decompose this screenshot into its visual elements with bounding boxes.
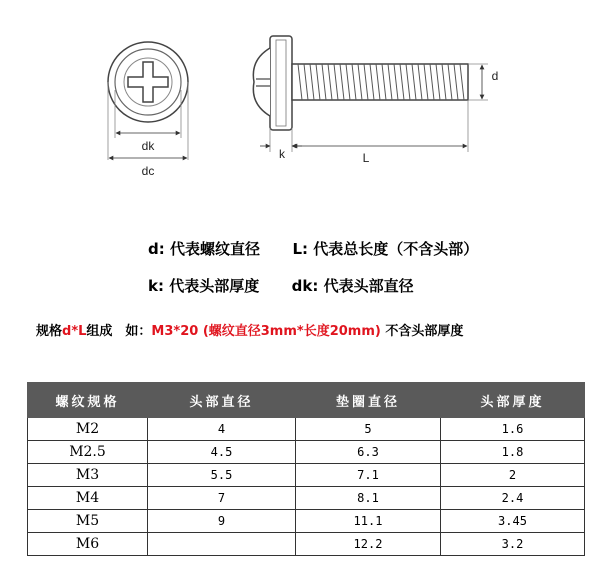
dc-label: dc <box>141 164 155 178</box>
header-head-thickness: 头部厚度 <box>441 383 585 418</box>
L-label: L <box>362 151 370 165</box>
cell-head-thickness: 3.45 <box>441 510 585 533</box>
table-row <box>28 464 585 487</box>
cell-head-thickness: 2 <box>441 464 585 487</box>
legend-L: L: 代表总长度（不含头部） <box>292 240 479 258</box>
screw-diagram <box>0 0 600 200</box>
cell-head-thickness: 1.6 <box>441 418 585 441</box>
dk-label: dk <box>141 139 155 153</box>
spec-note-suffix: 不含头部厚度 <box>380 324 464 339</box>
table-row <box>28 487 585 510</box>
cell-head-diameter <box>148 533 296 556</box>
cell-spec: M4 <box>28 487 148 510</box>
cell-head-diameter: 5.5 <box>148 464 296 487</box>
cell-washer-diameter: 7.1 <box>296 464 441 487</box>
legend-d: d: 代表螺纹直径 <box>148 240 260 258</box>
legend-line-2 <box>148 275 414 296</box>
cell-spec: M6 <box>28 533 148 556</box>
cell-washer-diameter: 8.1 <box>296 487 441 510</box>
legend-line-1 <box>148 238 478 259</box>
k-label: k <box>279 147 285 161</box>
spec-note-middle: 组成 如： <box>86 324 152 339</box>
table-row <box>28 441 585 464</box>
spec-note-formula: d*L <box>62 324 87 339</box>
cell-washer-diameter: 5 <box>296 418 441 441</box>
d-label: d <box>491 69 499 83</box>
table-row <box>28 418 585 441</box>
head-top-view <box>108 42 188 178</box>
cell-spec: M3 <box>28 464 148 487</box>
table-row <box>28 533 585 556</box>
spec-note-example: M3*20 (螺纹直径3mm*长度20mm) <box>151 324 381 339</box>
header-thread-spec: 螺纹规格 <box>28 383 148 418</box>
cell-washer-diameter: 12.2 <box>296 533 441 556</box>
spec-note <box>36 320 463 339</box>
cell-head-thickness: 3.2 <box>441 533 585 556</box>
spec-table <box>27 382 585 556</box>
spec-note-prefix: 规格 <box>36 324 63 339</box>
cell-head-diameter: 9 <box>148 510 296 533</box>
header-head-diameter: 头部直径 <box>148 383 296 418</box>
cell-head-diameter: 4.5 <box>148 441 296 464</box>
cell-spec: M5 <box>28 510 148 533</box>
screw-side-view <box>253 36 498 165</box>
cell-spec: M2 <box>28 418 148 441</box>
header-washer-diameter: 垫圈直径 <box>296 383 441 418</box>
cell-washer-diameter: 11.1 <box>296 510 441 533</box>
cell-head-thickness: 1.8 <box>441 441 585 464</box>
table-header-row <box>28 383 585 418</box>
cell-head-thickness: 2.4 <box>441 487 585 510</box>
table-row <box>28 510 585 533</box>
cell-head-diameter: 4 <box>148 418 296 441</box>
legend-dk: dk: 代表头部直径 <box>291 277 414 295</box>
cell-washer-diameter: 6.3 <box>296 441 441 464</box>
cell-spec: M2.5 <box>28 441 148 464</box>
cell-head-diameter: 7 <box>148 487 296 510</box>
legend-k: k: 代表头部厚度 <box>148 277 260 295</box>
